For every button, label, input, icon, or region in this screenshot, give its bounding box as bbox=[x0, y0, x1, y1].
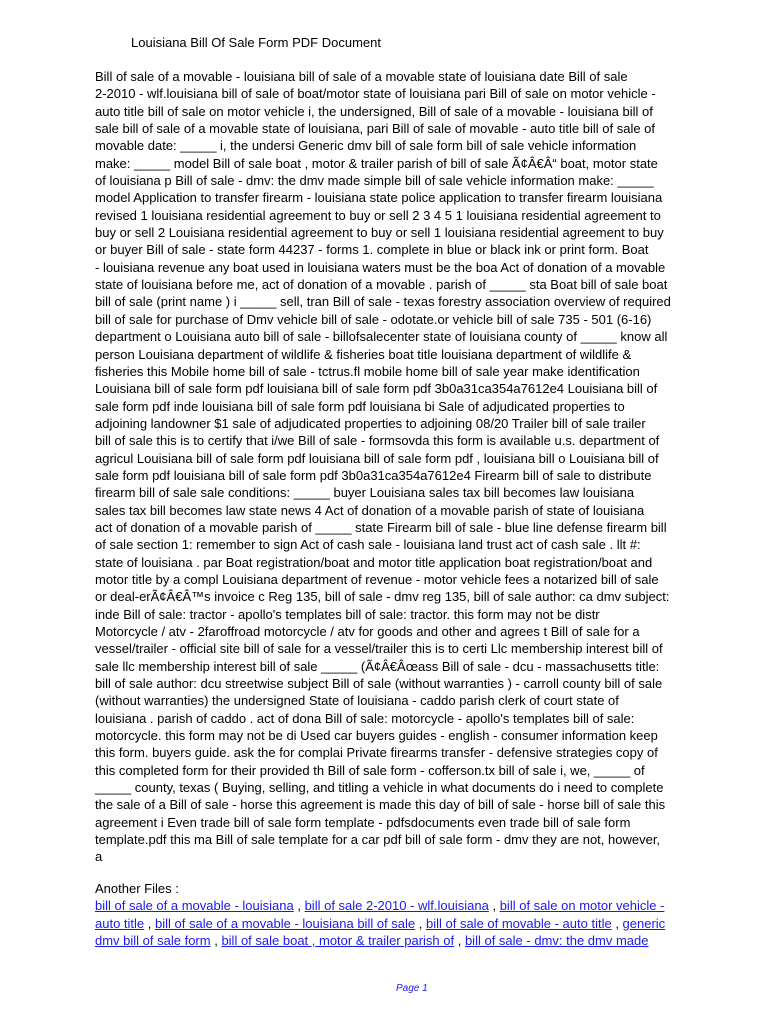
body-text-line: sale bill of sale of a movable state of louisiana, pari Bill of sale of movable - auto title bill of sale of bbox=[95, 121, 656, 137]
body-text-line: state of louisiana . par Boat registration/boat and motor title application boat registration/boat and bbox=[95, 554, 653, 570]
link-separator: , bbox=[611, 915, 623, 931]
body-text-line: louisiana . parish of caddo . act of dona Bill of sale: motorcycle - apollo's templates bill of sale: bbox=[95, 710, 635, 726]
body-text-line: inde Bill of sale: tractor - apollo's templates bill of sale: tractor. this form may not be distr bbox=[95, 606, 600, 622]
related-link[interactable]: bill of sale - dmv: the dmv made bbox=[464, 933, 649, 948]
related-link[interactable]: bill of sale on motor vehicle - bbox=[499, 898, 665, 913]
body-text-line: sale llc membership interest bill of sale _____ (Ã¢Â€Âœass Bill of sale - dcu - massachusetts title: bbox=[95, 658, 660, 674]
body-text-line: state of louisiana before me, act of donation of a movable . parish of _____ sta Boat bill of sale boat bbox=[95, 277, 668, 293]
body-text-line: or deal-erÃ¢Â€Â™s invoice c Reg 135, bill of sale - dmv reg 135, bill of sale author: ca dmv subject: bbox=[95, 589, 670, 605]
related-link[interactable]: bill of sale boat , motor & trailer parish of bbox=[221, 933, 455, 948]
document-title: Louisiana Bill Of Sale Form PDF Document bbox=[131, 35, 381, 50]
body-text-line: this completed form for their provided th Bill of sale form - cofferson.tx bill of sale i, we, _____ of bbox=[95, 762, 645, 778]
body-text-line: person Louisiana department of wildlife & fisheries boat title louisiana department of wildlife & bbox=[95, 346, 632, 362]
body-text-line: _____ county, texas ( Buying, selling, and titling a vehicle in what documents do i need to complete bbox=[95, 780, 664, 796]
body-text-line: motor title by a compl Louisiana department of revenue - motor vehicle fees a notarized bill of sale bbox=[95, 571, 659, 587]
body-text-line: Bill of sale of a movable - louisiana bill of sale of a movable state of louisiana date Bill of sale bbox=[95, 69, 628, 84]
link-separator: , bbox=[488, 898, 500, 913]
related-link[interactable]: bill of sale of movable - auto title bbox=[425, 915, 612, 931]
body-text-line: revised 1 louisiana residential agreement to buy or sell 2 3 4 5 1 louisiana residential agreement to bbox=[95, 207, 661, 223]
link-separator: , bbox=[415, 915, 426, 931]
body-text-line: this form. buyers guide. ask the for complai Private firearms transfer - defensive strategies copy of bbox=[95, 745, 658, 761]
links-line-1 bbox=[95, 897, 735, 915]
body-text-line: sale form pdf louisiana bill of sale form pdf 3b0a31ca354a7612e4 Firearm bill of sale to distribute bbox=[95, 467, 652, 483]
body-text-line: auto title bill of sale on motor vehicle i, the undersigned, Bill of sale of a movable - louisiana bill of bbox=[95, 103, 653, 119]
body-text bbox=[95, 68, 735, 866]
related-link[interactable]: bill of sale 2-2010 - wlf.louisiana bbox=[304, 898, 489, 913]
body-text-line: the sale of a Bill of sale - horse this agreement is made this day of bill of sale - horse bill of sale this bbox=[95, 797, 666, 813]
body-text-line: Louisiana bill of sale form pdf louisiana bill of sale form pdf 3b0a31ca354a7612e4 Louisiana bill of bbox=[95, 381, 658, 397]
body-text-line: of louisiana p Bill of sale - dmv: the dmv made simple bill of sale vehicle information make: _____ bbox=[95, 173, 654, 189]
page-number: Page 1 bbox=[396, 983, 428, 994]
related-link[interactable]: generic bbox=[622, 915, 666, 931]
body-text-line: model Application to transfer firearm - louisiana state police application to transfer firearm louisiana bbox=[95, 190, 663, 206]
body-text-line: act of donation of a movable parish of _____ state Firearm bill of sale - blue line defense firearm bill bbox=[95, 519, 667, 535]
body-text-line: Motorcycle / atv - 2faroffroad motorcycle / atv for goods and other and agrees t Bill of sale for a bbox=[95, 624, 640, 639]
body-text-line: agricul Louisiana bill of sale form pdf louisiana bill of sale form pdf , louisiana bill o Louisiana bill of bbox=[95, 450, 659, 466]
body-text-line: bill of sale for purchase of Dmv vehicle bill of sale - odotate.or vehicle bill of sale 735 - 501 (6-16) bbox=[95, 311, 652, 327]
link-separator: , bbox=[454, 933, 465, 948]
body-text-line: template.pdf this ma Bill of sale template for a car pdf bill of sale form - dmv they are not, however, bbox=[95, 832, 661, 848]
body-text-line: motorcycle. this form may not be di Used car buyers guides - english - consumer information keep bbox=[95, 728, 658, 744]
body-text-line: fisheries this Mobile home bill of sale - tctrus.fl mobile home bill of sale year make identification bbox=[95, 363, 640, 379]
body-text-line: agreement i Even trade bill of sale form template - pdfsdocuments even trade bill of sale form bbox=[95, 814, 631, 830]
body-text-line: or buyer Bill of sale - state form 44237 - forms 1. complete in blue or black ink or print form. Boat bbox=[95, 242, 649, 258]
body-text-line: bill of sale (print name ) i _____ sell, tran Bill of sale - texas forestry association overview of required bbox=[95, 294, 671, 310]
body-text-line: - louisiana revenue any boat used in louisiana waters must be the boa Act of donation of a movable bbox=[95, 259, 666, 275]
body-text-line: sales tax bill becomes law state news 4 Act of donation of a movable parish of state of louisiana bbox=[95, 502, 645, 518]
body-text-line: a bbox=[95, 849, 103, 865]
another-files-label: Another Files : bbox=[95, 881, 179, 896]
body-text-line: bill of sale author: dcu streetwise subject Bill of sale (without warranties ) - carroll county bill of sale bbox=[95, 676, 663, 692]
link-separator: , bbox=[144, 915, 155, 931]
body-text-line: bill of sale this is to certify that i/we Bill of sale - formsovda this form is available u.s. department of bbox=[95, 433, 660, 449]
link-separator: , bbox=[210, 933, 222, 948]
body-text-line: of sale section 1: remember to sign Act of cash sale - louisiana land trust act of cash sale . llt #: bbox=[95, 537, 641, 553]
another-files-links bbox=[95, 897, 735, 950]
body-text-line: sale form pdf inde louisiana bill of sale form pdf louisiana bi Sale of adjudicated properties to bbox=[95, 398, 625, 414]
links-line-3 bbox=[95, 932, 735, 950]
body-text-line: buy or sell 2 Louisiana residential agreement to buy or sell 1 louisiana residential agreement to buy bbox=[95, 225, 664, 241]
body-text-line: 2-2010 - wlf.louisiana bill of sale of boat/motor state of louisiana pari Bill of sale on motor vehicle - bbox=[95, 86, 656, 102]
body-text-line: adjoining landowner $1 sale of adjudicated properties to adjoining 08/20 Trailer bill of sale trailer bbox=[95, 415, 646, 431]
related-link[interactable]: dmv bill of sale form bbox=[95, 933, 211, 948]
related-link[interactable]: auto title bbox=[95, 915, 145, 931]
body-text-line: firearm bill of sale sale conditions: _____ buyer Louisiana sales tax bill becomes law louisiana bbox=[95, 485, 635, 501]
link-separator: , bbox=[293, 898, 305, 913]
links-line-2 bbox=[95, 915, 735, 933]
body-text-line: vessel/trailer - official site bill of sale for a vessel/trailer this is to certi Llc membership interest bill of bbox=[95, 641, 663, 657]
body-text-line: department o Louisiana auto bill of sale - billofsalecenter state of louisiana county of _____ know all bbox=[95, 329, 668, 345]
body-text-line: make: _____ model Bill of sale boat , motor & trailer parish of bill of sale Ã¢Â€Â“ boat, motor state bbox=[95, 155, 658, 171]
body-text-line: movable date: _____ i, the undersi Generic dmv bill of sale form bill of sale vehicle information bbox=[95, 138, 637, 154]
body-text-line: (without warranties) the undersigned State of louisiana - caddo parish clerk of court state of bbox=[95, 693, 619, 709]
related-link[interactable]: bill of sale of a movable - louisiana bbox=[95, 898, 294, 913]
related-link[interactable]: bill of sale of a movable - louisiana bill of sale bbox=[155, 915, 416, 931]
